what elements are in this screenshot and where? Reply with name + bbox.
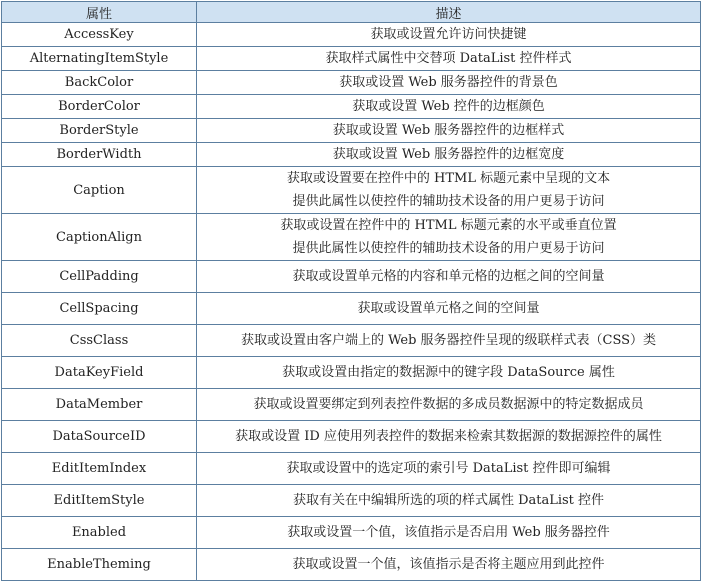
- description-line: 获取或设置单元格的内容和单元格的边框之间的空间量: [292, 269, 605, 284]
- description-line: 获取或设置在控件中的 HTML 标题元素的水平或垂直位置: [280, 218, 617, 233]
- description-line: 获取或设置 ID 应使用列表控件的数据来检索其数据源的数据源控件的属性: [235, 429, 662, 444]
- header-property: 属性: [2, 2, 197, 23]
- property-description-cell: [197, 325, 701, 357]
- property-description-cell: [197, 167, 701, 214]
- description-line: 提供此属性以使控件的辅助技术设备的用户更易于访问: [292, 194, 605, 209]
- property-name-cell: CssClass: [2, 325, 197, 357]
- table-row: [2, 47, 701, 71]
- property-name-cell: DataKeyField: [2, 357, 197, 389]
- table-row: [2, 421, 701, 453]
- table-row: [2, 23, 701, 47]
- description-line: 获取或设置 Web 服务器控件的背景色: [339, 75, 558, 90]
- property-description-cell: [197, 143, 701, 167]
- property-description-cell: [197, 389, 701, 421]
- description-line: 获取或设置要在控件中的 HTML 标题元素中呈现的文本: [286, 171, 611, 186]
- table-header-row: [2, 2, 701, 23]
- property-name-cell: EditItemIndex: [2, 453, 197, 485]
- table-row: [2, 293, 701, 325]
- property-description-cell: [197, 47, 701, 71]
- table-row: [2, 167, 701, 214]
- description-line: 获取有关在中编辑所选的项的样式属性 DataList 控件: [292, 493, 605, 508]
- property-description-cell: [197, 71, 701, 95]
- property-name-cell: DataMember: [2, 389, 197, 421]
- property-name-cell: BorderWidth: [2, 143, 197, 167]
- table-row: [2, 325, 701, 357]
- table-row: [2, 214, 701, 261]
- table-row: [2, 143, 701, 167]
- property-name-cell: CellPadding: [2, 261, 197, 293]
- property-description-cell: [197, 453, 701, 485]
- description-line: 获取或设置中的选定项的索引号 DataList 控件即可编辑: [286, 461, 611, 476]
- description-line: 获取或设置 Web 服务器控件的边框宽度: [332, 147, 565, 162]
- description-line: 获取或设置要绑定到列表控件数据的多成员数据源中的特定数据成员: [253, 397, 644, 412]
- table-row: [2, 261, 701, 293]
- table-row: [2, 71, 701, 95]
- table-body: [2, 23, 701, 581]
- property-table: [1, 1, 701, 581]
- property-description-cell: [197, 23, 701, 47]
- table-row: [2, 389, 701, 421]
- property-name-cell: EditItemStyle: [2, 485, 197, 517]
- table-row: [2, 119, 701, 143]
- property-name-cell: EnableTheming: [2, 549, 197, 581]
- property-name-cell: BackColor: [2, 71, 197, 95]
- property-description-cell: [197, 214, 701, 261]
- property-name-cell: AlternatingItemStyle: [2, 47, 197, 71]
- description-line: 获取或设置由指定的数据源中的键字段 DataSource 属性: [282, 365, 615, 380]
- property-description-cell: [197, 485, 701, 517]
- description-line: 获取或设置一个值，该值指示是否将主题应用到此控件: [292, 557, 605, 572]
- property-description-cell: [197, 261, 701, 293]
- property-description-cell: [197, 95, 701, 119]
- property-description-cell: [197, 421, 701, 453]
- table-row: [2, 485, 701, 517]
- table-row: [2, 517, 701, 549]
- property-description-cell: [197, 549, 701, 581]
- description-line: 提供此属性以使控件的辅助技术设备的用户更易于访问: [292, 241, 605, 256]
- property-name-cell: CaptionAlign: [2, 214, 197, 261]
- property-name-cell: CellSpacing: [2, 293, 197, 325]
- property-description-cell: [197, 293, 701, 325]
- description-line: 获取样式属性中交替项 DataList 控件样式: [325, 51, 572, 66]
- description-line: 获取或设置允许访问快捷键: [370, 27, 527, 42]
- description-line: 获取或设置 Web 服务器控件的边框样式: [332, 123, 565, 138]
- header-description: 描述: [197, 2, 701, 23]
- property-name-cell: Enabled: [2, 517, 197, 549]
- table-row: [2, 357, 701, 389]
- property-description-cell: [197, 517, 701, 549]
- description-line: 获取或设置 Web 控件的边框颜色: [352, 99, 545, 114]
- property-description-cell: [197, 119, 701, 143]
- property-name-cell: Caption: [2, 167, 197, 214]
- description-line: 获取或设置单元格之间的空间量: [357, 301, 540, 316]
- table-row: [2, 549, 701, 581]
- property-name-cell: BorderStyle: [2, 119, 197, 143]
- table-row: [2, 95, 701, 119]
- table-row: [2, 453, 701, 485]
- description-line: 获取或设置由客户端上的 Web 服务器控件呈现的级联样式表（CSS）类: [240, 333, 657, 348]
- property-description-cell: [197, 357, 701, 389]
- property-name-cell: AccessKey: [2, 23, 197, 47]
- property-name-cell: DataSourceID: [2, 421, 197, 453]
- property-name-cell: BorderColor: [2, 95, 197, 119]
- description-line: 获取或设置一个值，该值指示是否启用 Web 服务器控件: [287, 525, 610, 540]
